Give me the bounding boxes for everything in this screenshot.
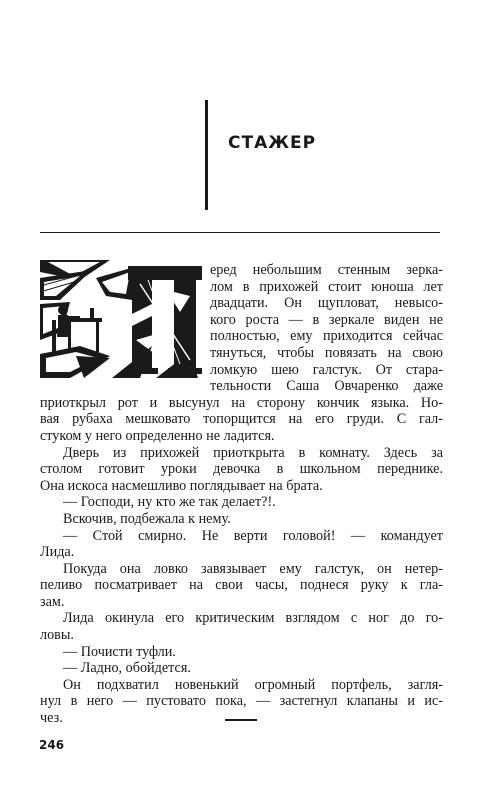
text-line: приоткрыл рот и высунул на сторону кончик языка. Но- <box>40 394 443 411</box>
text-line: вая рубаха мешковато топорщится на его груди. С гал- <box>40 411 443 428</box>
paragraph-8 <box>63 644 443 661</box>
section-end-dash <box>225 719 257 721</box>
paragraph-6 <box>40 561 443 611</box>
text-line: нул в него — пустовато пока, — застегнул клапаны и ис- <box>40 693 443 710</box>
text-line: Она искоса насмешливо поглядывает на брата. <box>40 477 323 494</box>
text-line: тянуться, чтобы повязать на свою <box>210 344 443 361</box>
text-line: лом в прихожей стоит юноша лет <box>210 278 443 295</box>
title-vertical-rule <box>205 100 208 210</box>
dropcap-art <box>40 260 202 378</box>
text-line: Покуда она ловко завязывает ему галстук, он нетер- <box>63 560 443 577</box>
text-line: Лида окинула его критическим взглядом с ног до го- <box>63 610 443 627</box>
text-line: — Господи, ну кто же так делает?!. <box>63 494 276 511</box>
page-number: 246 <box>39 738 65 752</box>
text-line: зам. <box>40 593 65 610</box>
text-line: пеливо посматривает на свои часы, поднеся руку к гла- <box>40 577 443 594</box>
text-line: двадцати. Он щупловат, невысо- <box>210 295 443 312</box>
text-line: кого роста — в зеркале виден не <box>210 311 443 328</box>
text-line: Дверь из прихожей приоткрыта в комнату. Здесь за <box>63 444 443 461</box>
text-line: — Стой смирно. Не верти головой! — командует <box>63 527 443 544</box>
paragraph-7 <box>40 610 443 643</box>
text-line: ломкую шею галстук. От стара- <box>210 361 443 378</box>
text-line: столом готовит уроки девочка в школьном переднике. <box>40 461 443 478</box>
paragraph-9 <box>63 660 443 677</box>
body-text <box>40 262 443 727</box>
text-line: чез. <box>40 710 63 727</box>
text-line: еред небольшим стенным зерка- <box>210 262 443 278</box>
text-line: Лида. <box>40 544 75 561</box>
text-line: тельности Саша Овчаренко даже <box>210 378 443 395</box>
paragraph-3 <box>63 494 443 511</box>
text-line: ловы. <box>40 627 74 644</box>
text-line: Он подхватил новенький огромный портфель, загля- <box>63 676 443 693</box>
chapter-title: СТАЖЕР <box>228 133 317 153</box>
paragraph-4 <box>63 511 443 528</box>
paragraph-5 <box>40 528 443 561</box>
text-line: Вскочив, подбежала к нему. <box>63 510 231 527</box>
paragraph-2 <box>40 445 443 495</box>
text-line: стуком у него определенно не ладится. <box>40 427 275 444</box>
dropcap-illustration <box>40 260 202 378</box>
text-line: — Почисти туфли. <box>63 643 176 660</box>
text-line: — Ладно, обойдется. <box>63 660 191 677</box>
text-line: полностью, ему приходится сейчас <box>210 328 443 345</box>
horizontal-divider <box>40 232 440 233</box>
